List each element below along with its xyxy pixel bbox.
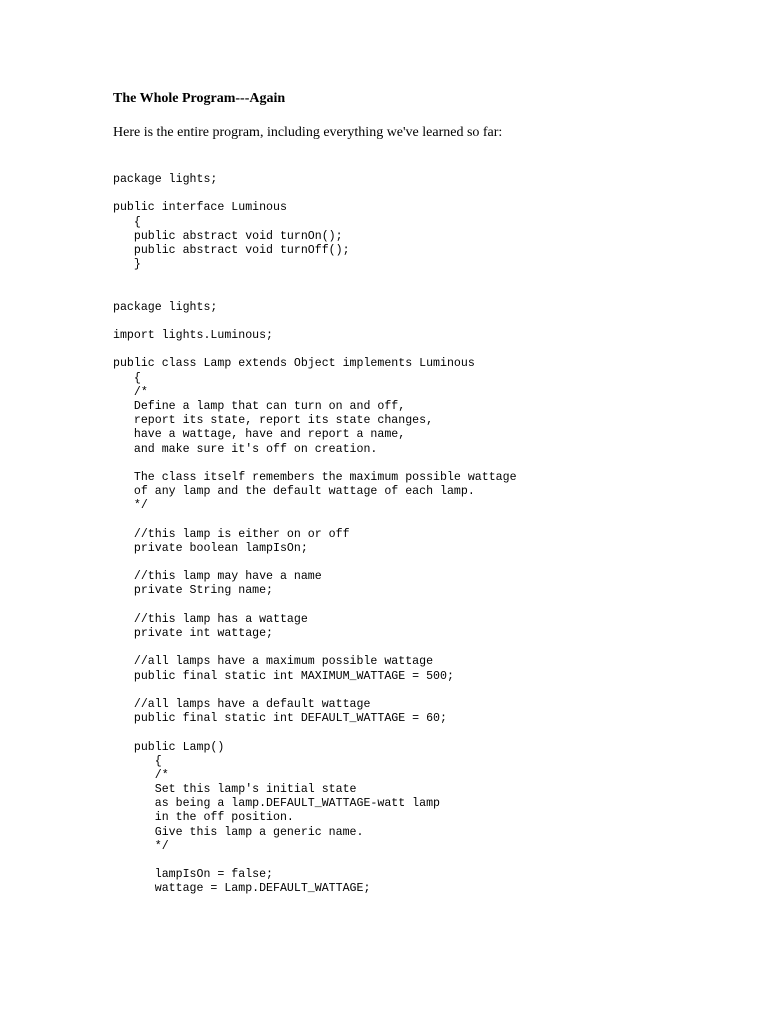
code-line: as being a lamp.DEFAULT_WATTAGE-watt lamp <box>113 797 440 811</box>
code-line: private int wattage; <box>113 627 274 640</box>
code-line: { <box>113 371 141 385</box>
code-line: public abstract void turnOff(); <box>113 243 350 257</box>
code-line: private boolean lampIsOn; <box>113 541 308 555</box>
code-line: report its state, report its state changes, <box>113 414 434 428</box>
code-line: //this lamp is either on or off <box>113 527 350 541</box>
code-line <box>113 272 517 286</box>
code-line: /* <box>113 385 148 399</box>
code-line: public final static int DEFAULT_WATTAGE = 60; <box>113 712 447 726</box>
code-line: and make sure it's off on creation. <box>113 442 378 456</box>
code-line: public Lamp() <box>113 740 225 754</box>
code-line: wattage = Lamp.DEFAULT_WATTAGE; <box>113 882 371 896</box>
code-line: of any lamp and the default wattage of each lamp. <box>113 485 475 499</box>
code-line: The class itself remembers the maximum possible wattage <box>113 470 517 484</box>
code-line: */ <box>113 499 148 513</box>
code-line <box>113 641 517 655</box>
code-listing <box>113 173 517 897</box>
code-line <box>113 457 517 471</box>
code-line: public interface Luminous <box>113 201 287 215</box>
code-line <box>113 599 517 613</box>
code-line: { <box>113 215 141 229</box>
code-line: //this lamp may have a name <box>113 570 322 584</box>
code-line: Define a lamp that can turn on and off, <box>113 400 406 413</box>
code-line: //all lamps have a maximum possible wattage <box>113 655 434 669</box>
code-line: in the off position. <box>113 811 294 825</box>
code-line <box>113 726 517 740</box>
code-line: public abstract void turnOn(); <box>113 229 343 243</box>
code-line <box>113 287 517 301</box>
code-line <box>113 315 517 329</box>
code-line: /* <box>113 768 169 782</box>
code-line: */ <box>113 839 169 853</box>
code-line <box>113 556 517 570</box>
code-line: //this lamp has a wattage <box>113 612 308 626</box>
code-line: lampIsOn = false; <box>113 868 274 882</box>
code-line: } <box>113 258 141 272</box>
code-line: private String name; <box>113 584 274 598</box>
code-line: package lights; <box>113 173 218 186</box>
code-line <box>113 684 517 698</box>
code-line: public final static int MAXIMUM_WATTAGE = 500; <box>113 669 454 683</box>
section-heading: The Whole Program---Again <box>113 91 286 106</box>
code-line: import lights.Luminous; <box>113 329 274 343</box>
code-line <box>113 187 517 201</box>
code-line: Give this lamp a generic name. <box>113 825 364 839</box>
code-line <box>113 854 517 868</box>
code-line <box>113 343 517 357</box>
code-line <box>113 514 517 528</box>
code-line: package lights; <box>113 300 218 314</box>
code-line: have a wattage, have and report a name, <box>113 428 406 442</box>
code-line: public class Lamp extends Object implements Luminous <box>113 357 475 371</box>
code-line: Set this lamp's initial state <box>113 783 357 797</box>
code-line: { <box>113 754 162 768</box>
intro-paragraph: Here is the entire program, including everything we've learned so far: <box>113 125 503 140</box>
code-line: //all lamps have a default wattage <box>113 697 371 711</box>
